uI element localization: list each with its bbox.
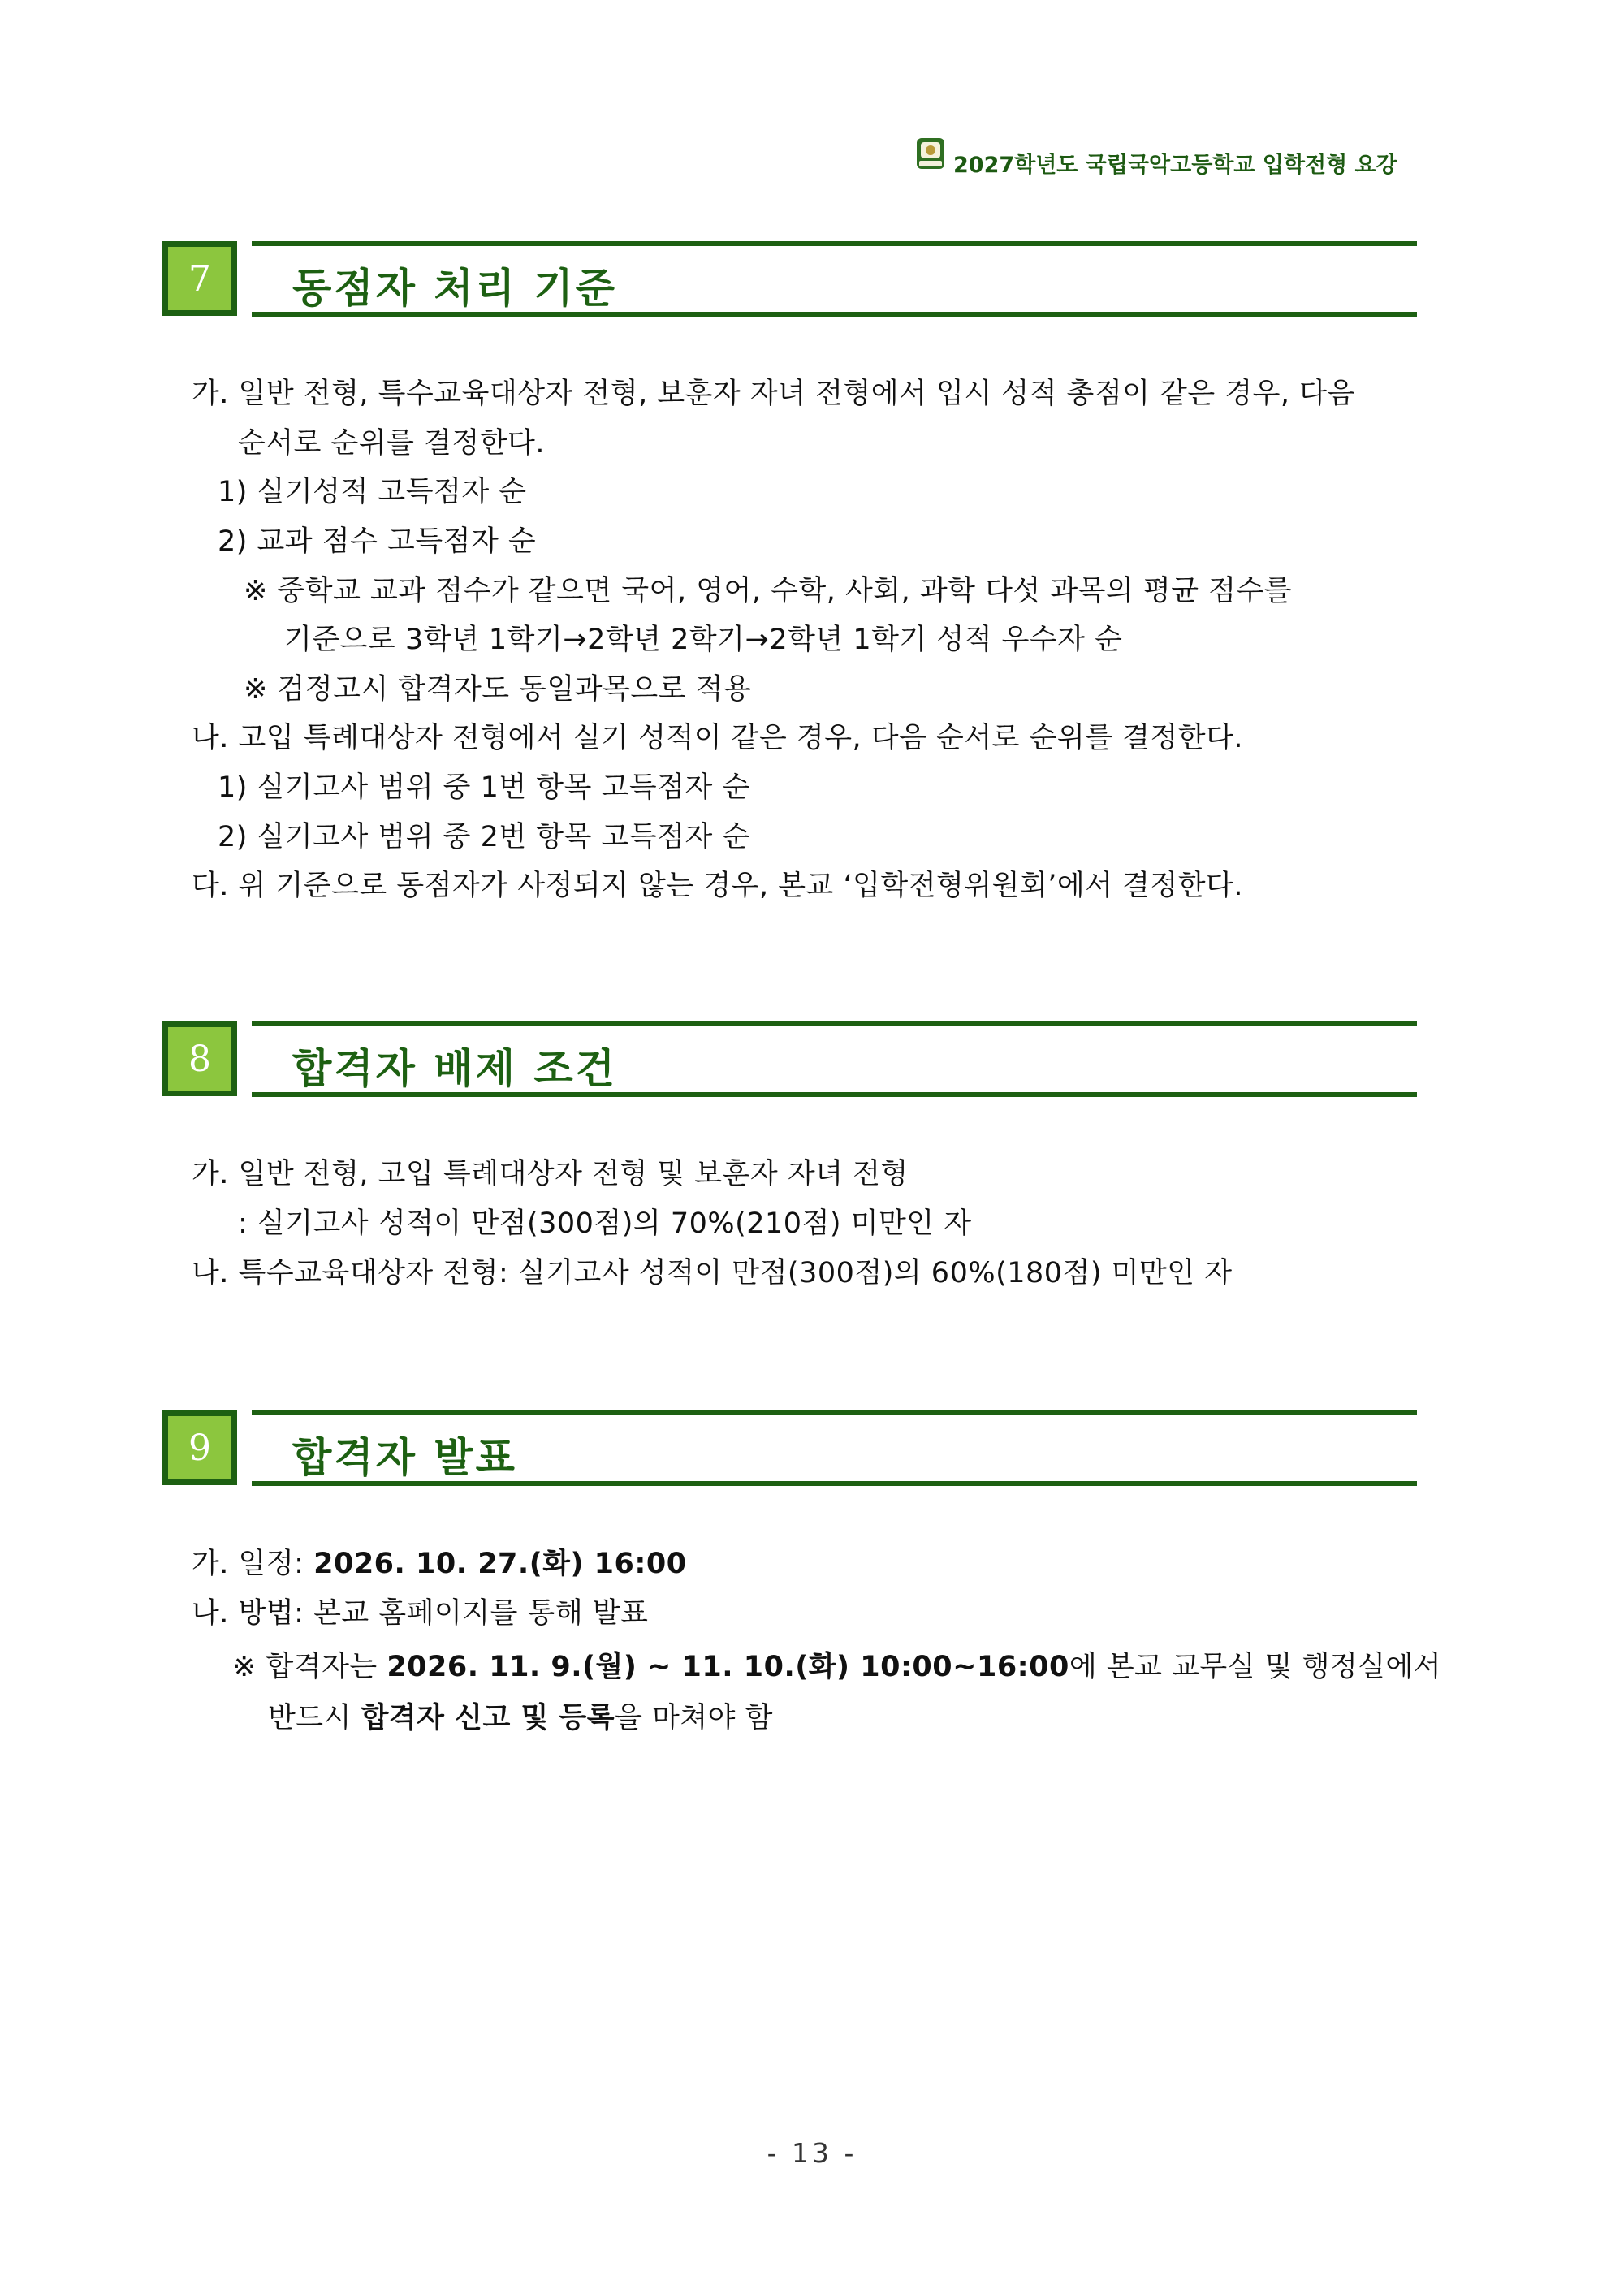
paragraph-line: 나. 특수교육대상자 전형: 실기고사 성적이 만점(300점)의 60%(180점) 미만인 자 bbox=[192, 1257, 1233, 1289]
school-emblem-icon bbox=[914, 135, 947, 172]
section-title: 동점자 처리 기준 bbox=[292, 265, 617, 312]
note-prefix: ※ 합격자는 bbox=[232, 1651, 387, 1683]
section-number-box bbox=[162, 241, 237, 316]
section-number-box bbox=[162, 1410, 237, 1485]
note-line bbox=[232, 1644, 1441, 1685]
note-line: ※ 중학교 교과 점수가 같으면 국어, 영어, 수학, 사회, 과학 다섯 과목의 평균 점수를 bbox=[244, 575, 1293, 607]
note2-prefix: 반드시 bbox=[268, 1702, 361, 1734]
schedule-label: 가. 일정: bbox=[192, 1548, 314, 1580]
paragraph-line: : 실기고사 성적이 만점(300점)의 70%(210점) 미만인 자 bbox=[238, 1207, 972, 1240]
page-number: - 13 - bbox=[767, 2137, 857, 2169]
paragraph-line: 가. 일반 전형, 고입 특례대상자 전형 및 보훈자 자녀 전형 bbox=[192, 1158, 909, 1190]
registration-dates: 2026. 11. 9.(월) ~ 11. 10.(화) 10:00~16:00 bbox=[387, 1651, 1069, 1683]
paragraph-line: 나. 고입 특례대상자 전형에서 실기 성적이 같은 경우, 다음 순서로 순위를 결정한다. bbox=[192, 722, 1243, 754]
list-item: 2) 교과 점수 고득점자 순 bbox=[218, 525, 537, 558]
list-item: 1) 실기성적 고득점자 순 bbox=[218, 476, 527, 508]
heading-rule-top bbox=[252, 241, 1417, 246]
note-line: 기준으로 3학년 1학기→2학년 2학기→2학년 1학기 성적 우수자 순 bbox=[284, 624, 1123, 656]
section-title: 합격자 발표 bbox=[292, 1434, 517, 1481]
section-title: 합격자 배제 조건 bbox=[292, 1045, 617, 1092]
paragraph-line: 순서로 순위를 결정한다. bbox=[238, 427, 545, 460]
paragraph-line: 가. 일반 전형, 특수교육대상자 전형, 보훈자 자녀 전형에서 입시 성적 총점이 같은 경우, 다음 bbox=[192, 378, 1355, 410]
list-item: 2) 실기고사 범위 중 2번 항목 고득점자 순 bbox=[218, 821, 750, 853]
section-9-heading bbox=[162, 1410, 1417, 1492]
document-header-title: 2027학년도 국립국악고등학교 입학전형 요강 bbox=[953, 153, 1397, 178]
method-line: 나. 방법: 본교 홈페이지를 통해 발표 bbox=[192, 1597, 649, 1630]
schedule-value: 2026. 10. 27.(화) 16:00 bbox=[313, 1548, 687, 1580]
section-number: 9 bbox=[168, 1416, 231, 1479]
note-line bbox=[268, 1695, 773, 1736]
document-header bbox=[914, 130, 1418, 179]
section-number: 8 bbox=[168, 1027, 231, 1091]
paragraph-line: 다. 위 기준으로 동점자가 사정되지 않는 경우, 본교 ‘입학전형위원회’에서 결정한다. bbox=[192, 870, 1243, 902]
section-number-box bbox=[162, 1021, 237, 1096]
section-8-heading bbox=[162, 1021, 1417, 1103]
section-7-heading bbox=[162, 241, 1417, 322]
note-middle: 에 본교 교무실 및 행정실에서 bbox=[1069, 1651, 1442, 1683]
list-item: 1) 실기고사 범위 중 1번 항목 고득점자 순 bbox=[218, 771, 750, 804]
note2-suffix: 을 마쳐야 함 bbox=[615, 1702, 773, 1734]
note2-emphasis: 합격자 신고 및 등록 bbox=[361, 1702, 615, 1734]
schedule-line bbox=[192, 1541, 687, 1582]
heading-rule-top bbox=[252, 1410, 1417, 1415]
section-number: 7 bbox=[168, 247, 231, 310]
heading-rule-top bbox=[252, 1021, 1417, 1026]
note-line: ※ 검정고시 합격자도 동일과목으로 적용 bbox=[244, 673, 752, 706]
